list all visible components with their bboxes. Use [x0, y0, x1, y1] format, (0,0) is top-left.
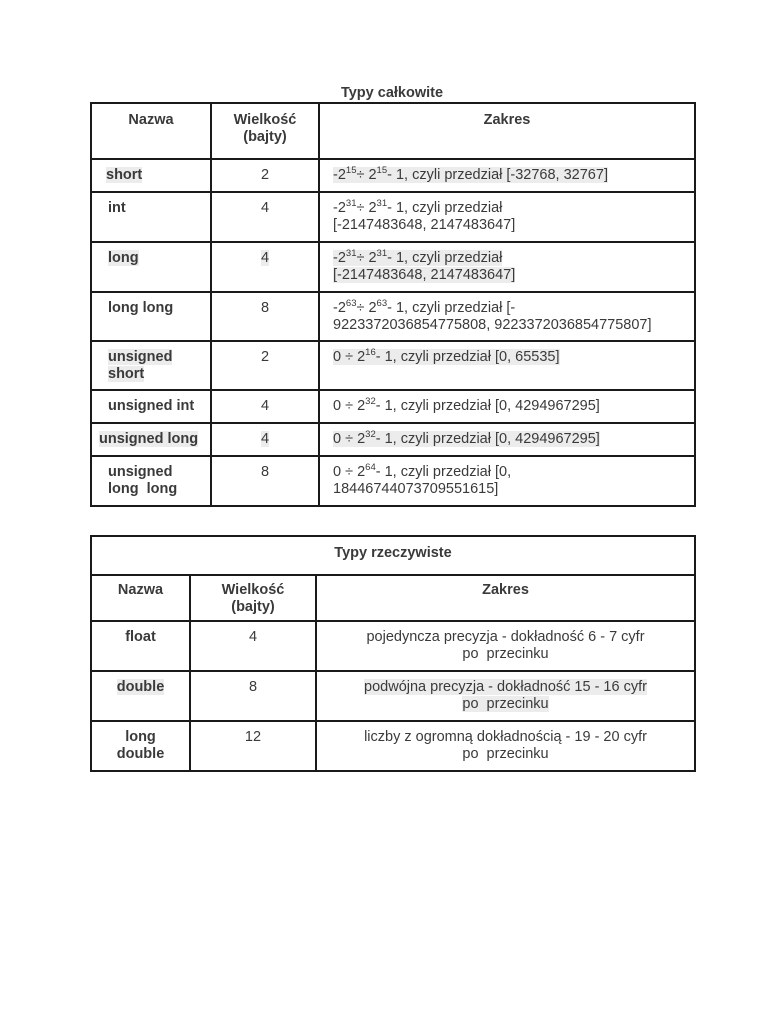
- type-size-cell: [211, 341, 319, 390]
- integer-types-caption: Typy całkowite: [340, 85, 444, 101]
- type-name: double: [116, 679, 165, 695]
- float-title-row: [91, 536, 695, 575]
- float-header-range: [316, 575, 695, 621]
- range-exponent: 31: [345, 198, 357, 209]
- type-name-line1: unsigned: [108, 464, 173, 480]
- type-name-cell: [91, 292, 211, 341]
- table-row: [91, 292, 695, 341]
- range-text-line2: [-2147483648, 2147483647]: [333, 267, 516, 283]
- type-desc-line1: pojedyncza precyzja - dokładność 6 - 7 cyfr: [366, 629, 645, 645]
- range-exponent-2: 63: [376, 298, 388, 309]
- header-name-label: Nazwa: [128, 112, 174, 128]
- table-row: [91, 671, 695, 721]
- range-exponent-2: 31: [376, 248, 388, 259]
- type-name-cell: [91, 390, 211, 423]
- type-name: unsigned int: [108, 398, 195, 414]
- type-name: unsigned long: [99, 431, 199, 447]
- float-header-name: [91, 575, 190, 621]
- table-row: [91, 192, 695, 242]
- range-text: - 1, czyli przedział: [387, 200, 503, 216]
- range-base-2: ÷ 2: [356, 167, 377, 183]
- range-text: - 1, czyli przedział [0,: [375, 464, 512, 480]
- integer-types-table: [90, 102, 696, 507]
- range-exponent: 16: [365, 347, 376, 358]
- type-size: 4: [248, 629, 258, 645]
- range-base-2: ÷ 2: [356, 300, 377, 316]
- type-size-cell: [211, 159, 319, 192]
- type-range: [333, 250, 502, 266]
- float-header-row: [91, 575, 695, 621]
- header-name-label: Nazwa: [117, 582, 164, 598]
- header-size-label-line2: (bajty): [243, 129, 287, 145]
- type-name-cell: [91, 671, 190, 721]
- type-size-cell: [190, 721, 316, 771]
- type-range-cell: [319, 292, 695, 341]
- type-desc-line1: liczby z ogromną dokładnością - 19 - 20 cyfr: [364, 729, 647, 745]
- type-range-cell: [319, 159, 695, 192]
- table-row: [91, 242, 695, 292]
- header-range-label: Zakres: [482, 582, 529, 598]
- type-name: float: [125, 629, 156, 645]
- type-name-cell: [91, 242, 211, 292]
- range-text: - 1, czyli przedział [0, 65535]: [375, 349, 560, 365]
- type-size-cell: [211, 390, 319, 423]
- type-name-line2: short: [108, 366, 145, 382]
- integer-header-name: [91, 103, 211, 159]
- range-exponent: 32: [365, 429, 376, 440]
- header-size-label-line1: Wielkość: [221, 582, 285, 598]
- type-name-cell: [91, 456, 211, 506]
- range-base-2: ÷ 2: [356, 250, 377, 266]
- type-name: short: [106, 167, 143, 183]
- type-size: 8: [260, 300, 270, 316]
- range-text-line2: 18446744073709551615]: [333, 481, 499, 497]
- table-row: [91, 423, 695, 456]
- table-row: [91, 721, 695, 771]
- type-size: 4: [260, 398, 270, 414]
- type-name-cell: [91, 423, 211, 456]
- float-types-title: Typy rzeczywiste: [334, 545, 452, 561]
- range-text: - 1, czyli przedział [-: [387, 300, 516, 316]
- range-base-2: ÷ 2: [356, 200, 377, 216]
- type-name-line2: double: [116, 746, 165, 762]
- type-range: [333, 167, 608, 183]
- type-size: 2: [260, 349, 270, 365]
- table-row: [91, 159, 695, 192]
- type-desc-cell: [316, 671, 695, 721]
- range-exponent-2: 31: [376, 198, 388, 209]
- type-name-cell: [91, 621, 190, 671]
- header-range-label: Zakres: [483, 112, 531, 128]
- table-row: [91, 456, 695, 506]
- type-desc-line2: po przecinku: [462, 696, 549, 712]
- type-desc-cell: [316, 721, 695, 771]
- type-range: [333, 349, 560, 365]
- type-size: 4: [260, 431, 270, 447]
- type-size: 8: [260, 464, 270, 480]
- range-text-line2: 9223372036854775808, 9223372036854775807]: [333, 317, 652, 333]
- range-exponent-2: 15: [376, 165, 388, 176]
- type-range-cell: [319, 390, 695, 423]
- range-exponent: 15: [345, 165, 357, 176]
- range-text-line2: [-2147483648, 2147483647]: [333, 217, 516, 233]
- type-size-cell: [211, 423, 319, 456]
- float-types-table: [90, 535, 696, 772]
- range-text: - 1, czyli przedział [0, 4294967295]: [375, 398, 600, 414]
- type-name: long long: [108, 300, 174, 316]
- integer-header-row: [91, 103, 695, 159]
- type-name: int: [108, 200, 126, 216]
- range-base: 0 ÷ 2: [333, 349, 366, 365]
- type-size: 8: [248, 679, 258, 695]
- type-size: 2: [260, 167, 270, 183]
- range-exponent: 31: [345, 248, 357, 259]
- range-base: 0 ÷ 2: [333, 431, 366, 447]
- type-name-cell: [91, 192, 211, 242]
- float-header-size: [190, 575, 316, 621]
- type-range-cell: [319, 423, 695, 456]
- type-name-line1: long: [125, 729, 156, 745]
- range-text: - 1, czyli przedział [-32768, 32767]: [387, 167, 608, 183]
- type-size-cell: [190, 671, 316, 721]
- type-range-cell: [319, 242, 695, 292]
- range-base: -2: [333, 200, 346, 216]
- type-name-cell: [91, 721, 190, 771]
- type-range-cell: [319, 341, 695, 390]
- type-size: 4: [260, 200, 270, 216]
- header-size-label-line2: (bajty): [231, 599, 275, 615]
- range-exponent: 63: [345, 298, 357, 309]
- type-name-line2: long long: [108, 481, 178, 497]
- type-size-cell: [211, 242, 319, 292]
- header-size-label-line1: Wielkość: [233, 112, 297, 128]
- range-base: -2: [333, 167, 346, 183]
- range-base: 0 ÷ 2: [333, 464, 366, 480]
- range-exponent: 32: [365, 396, 376, 407]
- float-title-cell: [91, 536, 695, 575]
- range-text: - 1, czyli przedział [0, 4294967295]: [375, 431, 600, 447]
- range-base: -2: [333, 300, 346, 316]
- type-desc-cell: [316, 621, 695, 671]
- type-size-cell: [211, 292, 319, 341]
- type-name-cell: [91, 341, 211, 390]
- type-size: 4: [260, 250, 270, 266]
- type-name-line1: unsigned: [108, 349, 173, 365]
- range-base: -2: [333, 250, 346, 266]
- integer-header-size: [211, 103, 319, 159]
- range-text: - 1, czyli przedział: [387, 250, 503, 266]
- type-name: long: [108, 250, 139, 266]
- type-name-cell: [91, 159, 211, 192]
- range-exponent: 64: [365, 462, 376, 473]
- type-range: [333, 431, 600, 447]
- range-base: 0 ÷ 2: [333, 398, 366, 414]
- table-row: [91, 621, 695, 671]
- type-size-cell: [190, 621, 316, 671]
- table-row: [91, 390, 695, 423]
- table-row: [91, 341, 695, 390]
- type-size-cell: [211, 192, 319, 242]
- type-range-cell: [319, 456, 695, 506]
- type-desc-line1: podwójna precyzja - dokładność 15 - 16 cyfr: [364, 679, 647, 695]
- type-size-cell: [211, 456, 319, 506]
- type-desc-line2: po przecinku: [462, 646, 549, 662]
- type-desc-line2: po przecinku: [462, 746, 549, 762]
- type-range-cell: [319, 192, 695, 242]
- type-size: 12: [244, 729, 262, 745]
- integer-header-range: [319, 103, 695, 159]
